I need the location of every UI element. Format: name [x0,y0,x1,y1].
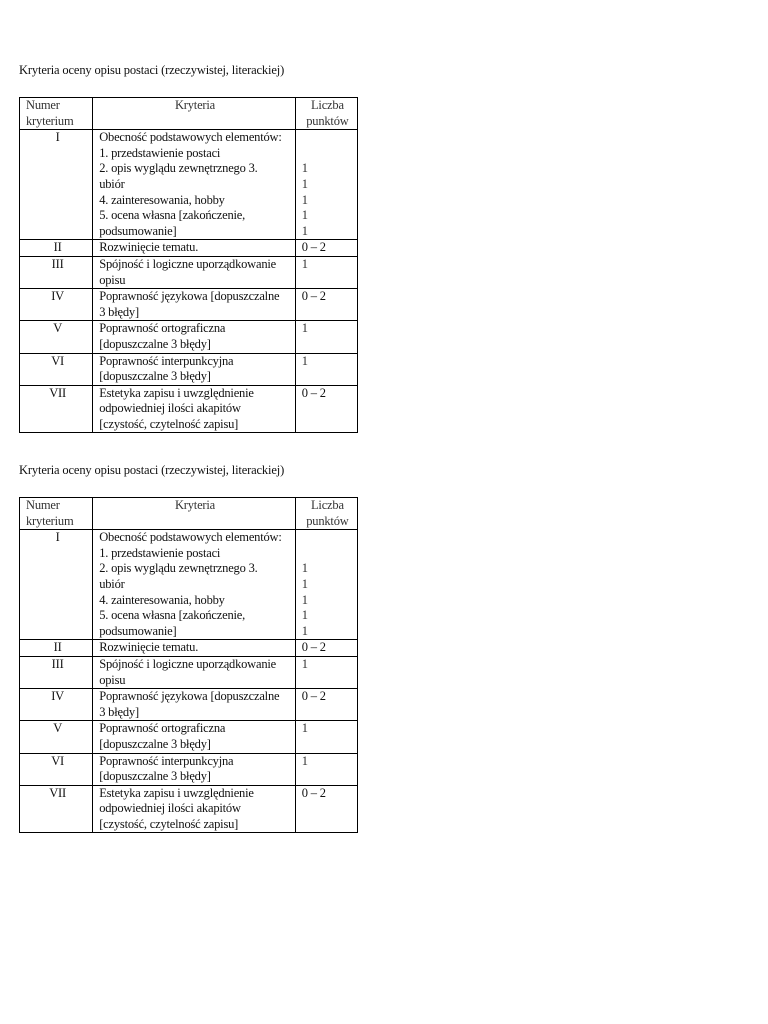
table-row [20,689,358,721]
row-criteria: Poprawność językowa [dopuszczalne 3 błędy] [93,289,296,321]
row-criteria: Obecność podstawowych elementów: 1. przedstawienie postaci 2. opis wyglądu zewnętrznego 3. ubiór 4. zainteresowania, hobby 5. ocena własna [zakończenie, podsumowanie] [93,130,296,240]
row-criteria: Obecność podstawowych elementów: 1. przedstawienie postaci 2. opis wyglądu zewnętrznego 3. ubiór 4. zainteresowania, hobby 5. ocena własna [zakończenie, podsumowanie] [93,530,296,640]
row-number: I [20,130,93,240]
row-points: 1 [295,321,357,353]
row-points: 1 [295,721,357,753]
header-points: Liczba punktów [295,498,357,530]
row-number: VI [20,753,93,785]
row-number: V [20,321,93,353]
row-points: 1 [295,256,357,288]
row-number: IV [20,689,93,721]
row-number: VII [20,785,93,833]
table-header-row [20,498,358,530]
row-points: 1 [295,753,357,785]
row-number: II [20,640,93,657]
criteria-block-1 [19,62,359,431]
row-points: 1 1 1 1 1 [295,130,357,240]
header-criteria: Kryteria [93,98,296,130]
table-row [20,656,358,688]
row-number: I [20,530,93,640]
row-points: 0 – 2 [295,240,357,257]
row-number: III [20,256,93,288]
table-row [20,289,358,321]
table-row [20,321,358,353]
row-criteria: Spójność i logiczne uporządkowanie opisu [93,656,296,688]
row-number: II [20,240,93,257]
row-points: 0 – 2 [295,640,357,657]
table-row [20,721,358,753]
row-number: IV [20,289,93,321]
row-number: III [20,656,93,688]
document-title: Kryteria oceny opisu postaci (rzeczywistej, literackiej) [19,63,285,77]
row-number: V [20,721,93,753]
table-row [20,353,358,385]
row-criteria: Poprawność interpunkcyjna [dopuszczalne 3 błędy] [93,753,296,785]
row-criteria: Poprawność językowa [dopuszczalne 3 błędy] [93,689,296,721]
table-row [20,240,358,257]
table-row [20,785,358,833]
row-points: 1 [295,353,357,385]
table-row [20,753,358,785]
table-row [20,385,358,433]
criteria-block-2 [19,462,359,831]
table-row [20,530,358,640]
table-row [20,130,358,240]
row-number: VI [20,353,93,385]
row-criteria: Rozwinięcie tematu. [93,640,296,657]
row-criteria: Rozwinięcie tematu. [93,240,296,257]
row-points: 0 – 2 [295,289,357,321]
row-points: 1 1 1 1 1 [295,530,357,640]
header-number: Numer kryterium [20,498,93,530]
document-title: Kryteria oceny opisu postaci (rzeczywistej, literackiej) [19,463,285,477]
row-points: 0 – 2 [295,385,357,433]
row-number: VII [20,385,93,433]
table-header-row [20,98,358,130]
row-points: 0 – 2 [295,689,357,721]
criteria-table [19,497,358,833]
table-row [20,640,358,657]
criteria-table [19,97,358,433]
row-criteria: Estetyka zapisu i uwzględnienie odpowiedniej ilości akapitów [czystość, czytelność zapisu] [93,785,296,833]
header-points: Liczba punktów [295,98,357,130]
header-number: Numer kryterium [20,98,93,130]
row-points: 0 – 2 [295,785,357,833]
row-points: 1 [295,656,357,688]
table-row [20,256,358,288]
row-criteria: Poprawność ortograficzna [dopuszczalne 3 błędy] [93,321,296,353]
row-criteria: Estetyka zapisu i uwzględnienie odpowiedniej ilości akapitów [czystość, czytelność zapisu] [93,385,296,433]
row-criteria: Poprawność ortograficzna [dopuszczalne 3 błędy] [93,721,296,753]
row-criteria: Poprawność interpunkcyjna [dopuszczalne 3 błędy] [93,353,296,385]
row-criteria: Spójność i logiczne uporządkowanie opisu [93,256,296,288]
header-criteria: Kryteria [93,498,296,530]
